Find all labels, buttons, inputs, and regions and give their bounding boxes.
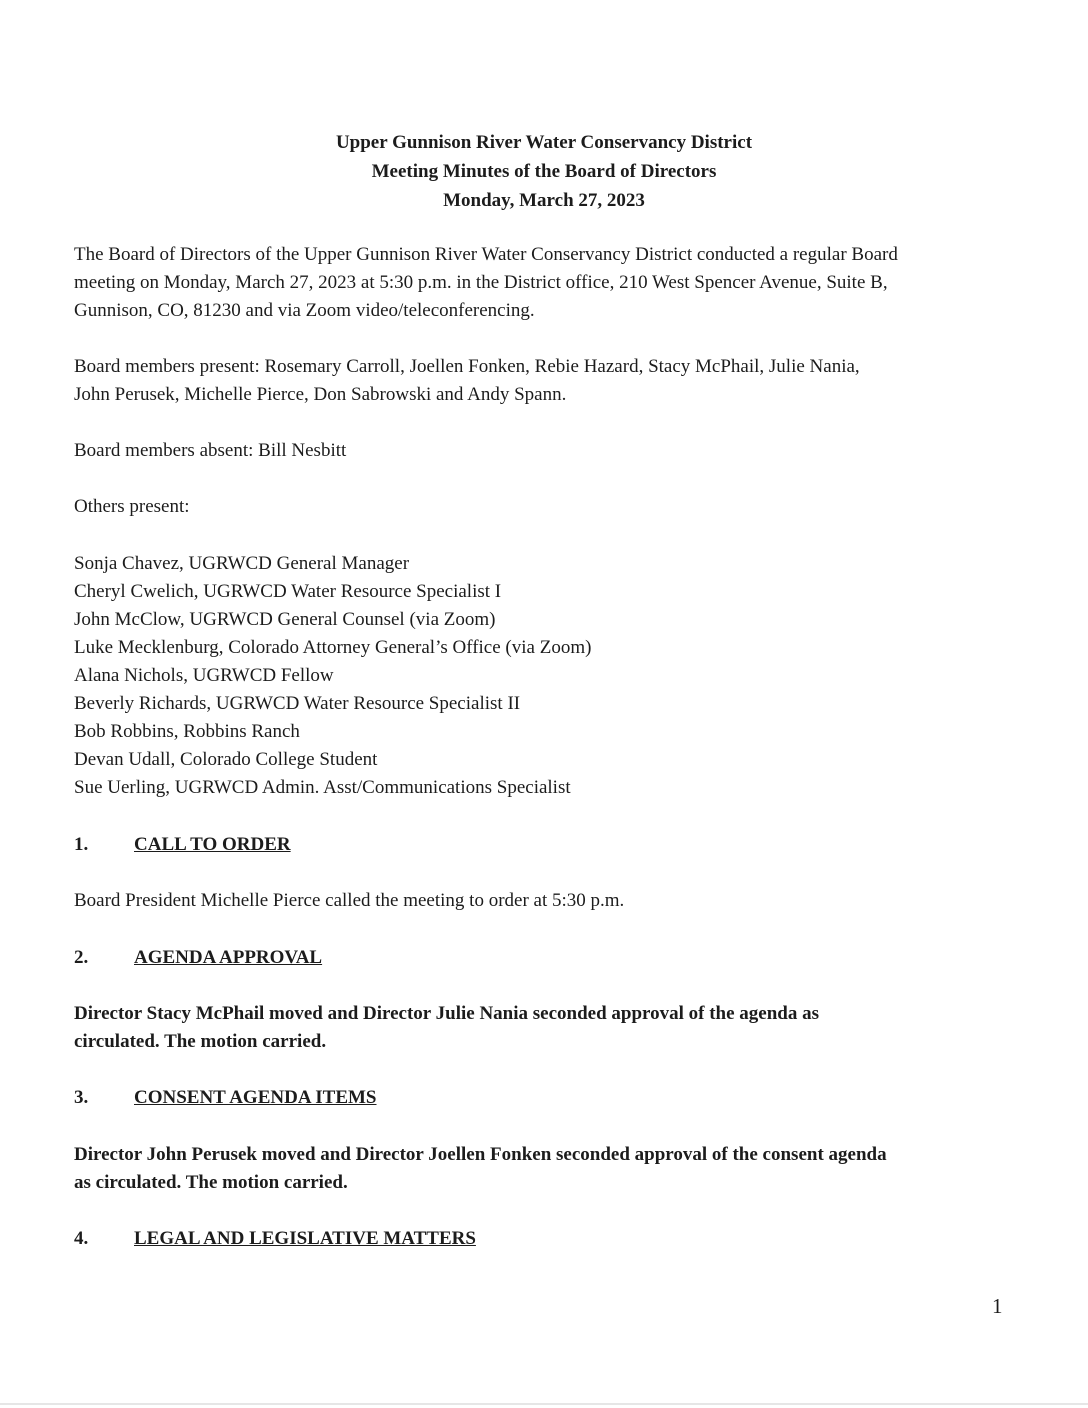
document-header <box>0 128 1088 215</box>
intro-line: meeting on Monday, March 27, 2023 at 5:30 p.m. in the District office, 210 West Spencer Avenue, Suite B, <box>74 272 888 293</box>
section-body-call-to-order: Board President Michelle Pierce called the meeting to order at 5:30 p.m. <box>74 890 625 911</box>
list-item: Luke Mecklenburg, Colorado Attorney General’s Office (via Zoom) <box>74 637 592 658</box>
section-title: CONSENT AGENDA ITEMS <box>134 1087 377 1108</box>
section-title: CALL TO ORDER <box>134 834 291 855</box>
document-title: Meeting Minutes of the Board of Directors <box>371 161 717 182</box>
members-present-line: Board members present: Rosemary Carroll, Joellen Fonken, Rebie Hazard, Stacy McPhail, Julie Nania, <box>74 356 860 377</box>
members-absent: Board members absent: Bill Nesbitt <box>74 440 347 461</box>
section-number: 3. <box>74 1087 89 1108</box>
list-item: Bob Robbins, Robbins Ranch <box>74 721 300 742</box>
section-heading-legal-legislative <box>74 1225 476 1253</box>
section-body-consent-agenda: Director John Perusek moved and Director Joellen Fonken seconded approval of the consent agenda as circulated. The motion carried. <box>74 1144 887 1193</box>
list-item: Sue Uerling, UGRWCD Admin. Asst/Communications Specialist <box>74 777 571 798</box>
page-number: 1 <box>992 1294 1003 1318</box>
section-heading-agenda-approval <box>74 944 322 972</box>
list-item: Sonja Chavez, UGRWCD General Manager <box>74 553 410 574</box>
section-body-agenda-approval: Director Stacy McPhail moved and Director Julie Nania seconded approval of the agenda as circulated. The motion carried. <box>74 1003 820 1052</box>
intro-line: Gunnison, CO, 81230 and via Zoom video/teleconferencing. <box>74 300 535 321</box>
section-title: LEGAL AND LEGISLATIVE MATTERS <box>134 1228 476 1249</box>
list-item: John McClow, UGRWCD General Counsel (via Zoom) <box>74 609 496 630</box>
section-title: AGENDA APPROVAL <box>134 947 323 968</box>
members-present-paragraph <box>74 353 1024 409</box>
section-heading-call-to-order <box>74 831 291 859</box>
intro-paragraph <box>74 241 1024 325</box>
section-number: 1. <box>74 834 89 855</box>
section-number: 4. <box>74 1228 89 1249</box>
meeting-date: Monday, March 27, 2023 <box>443 190 645 211</box>
others-present-list <box>74 550 1024 802</box>
list-item: Cheryl Cwelich, UGRWCD Water Resource Specialist I <box>74 581 502 602</box>
list-item: Beverly Richards, UGRWCD Water Resource Specialist II <box>74 693 521 714</box>
intro-line: The Board of Directors of the Upper Gunnison River Water Conservancy District conducted a regular Board <box>74 244 898 265</box>
district-name: Upper Gunnison River Water Conservancy District <box>335 132 753 153</box>
list-item: Alana Nichols, UGRWCD Fellow <box>74 665 334 686</box>
page-bottom-edge <box>0 1403 1088 1405</box>
section-heading-consent-agenda <box>74 1084 377 1112</box>
section-number: 2. <box>74 947 89 968</box>
list-item: Devan Udall, Colorado College Student <box>74 749 378 770</box>
members-present-line: John Perusek, Michelle Pierce, Don Sabrowski and Andy Spann. <box>74 384 567 405</box>
others-present-label: Others present: <box>74 496 190 517</box>
